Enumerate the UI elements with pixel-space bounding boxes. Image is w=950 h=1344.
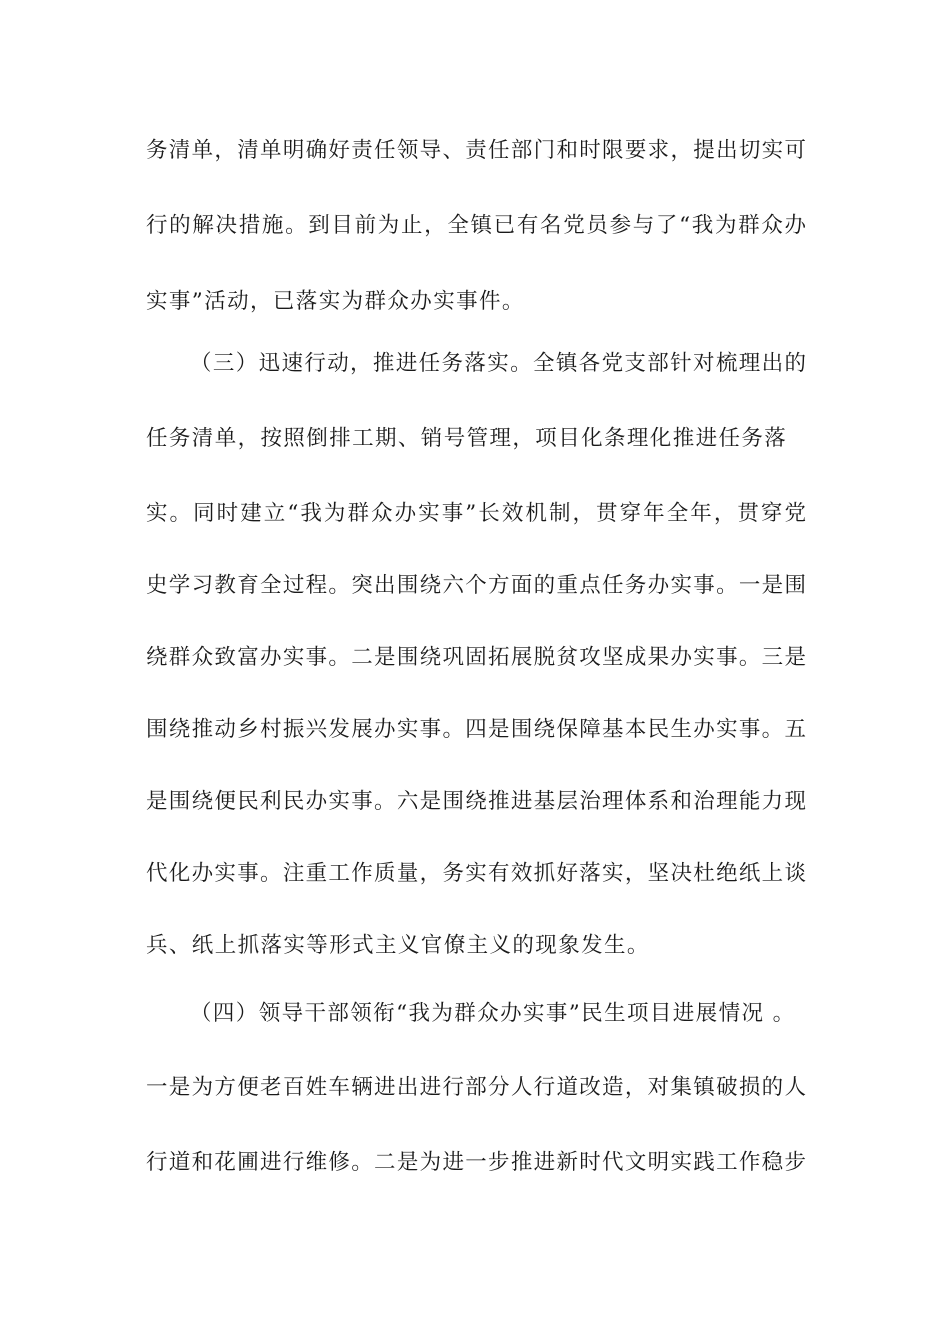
text-line: 实事”活动，已落实为群众办实事件。 <box>146 289 525 314</box>
section-heading-4: （四）领导干部领衔“我为群众办实事”民生项目进展情况 。 <box>190 1001 796 1026</box>
text-line: 行的解决措施。到目前为止，全镇已有名党员参与了“我为群众办 <box>146 213 806 238</box>
text-line: 代化办实事。注重工作质量，务实有效抓好落实，坚决杜绝纸上谈 <box>146 861 806 886</box>
text-line: 兵、纸上抓落实等形式主义官僚主义的现象发生。 <box>146 933 650 958</box>
text-line: 围绕推动乡村振兴发展办实事。四是围绕保障基本民生办实事。五 <box>146 717 806 742</box>
text-line: 任务清单，按照倒排工期、销号管理，项目化条理化推进任务落 <box>146 426 788 451</box>
text-line: 实。同时建立“我为群众办实事”长效机制，贯穿年全年，贯穿党 <box>146 501 806 526</box>
text-line: 一是为方便老百姓车辆进出进行部分人行道改造，对集镇破损的人 <box>146 1075 806 1100</box>
text-line: 是围绕便民利民办实事。六是围绕推进基层治理体系和治理能力现 <box>146 789 806 814</box>
text-line: 务清单，清单明确好责任领导、责任部门和时限要求，提出切实可 <box>146 138 806 163</box>
text-line: 绕群众致富办实事。二是围绕巩固拓展脱贫攻坚成果办实事。三是 <box>146 645 806 670</box>
text-line: 史学习教育全过程。突出围绕六个方面的重点任务办实事。一是围 <box>146 573 806 598</box>
section-heading-3: （三）迅速行动，推进任务落实。全镇各党支部针对梳理出的 <box>190 351 806 376</box>
text-line: 行道和花圃进行维修。二是为进一步推进新时代文明实践工作稳步 <box>146 1150 806 1175</box>
